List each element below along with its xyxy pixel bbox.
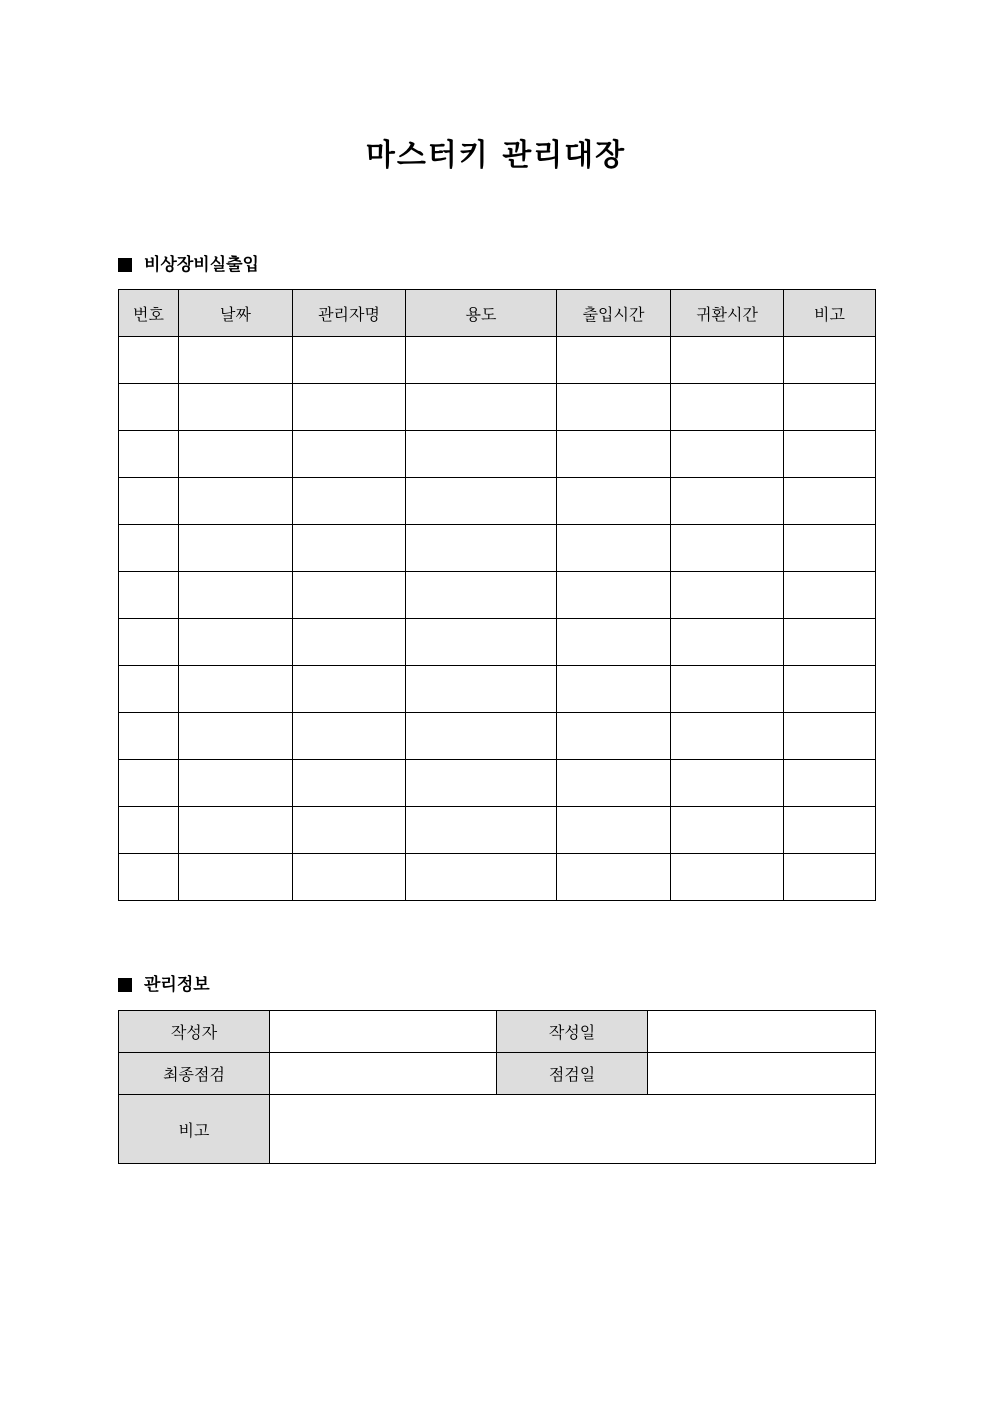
created-date-label: 작성일 xyxy=(497,1011,648,1053)
table-row xyxy=(119,760,876,807)
table-header-row xyxy=(119,290,876,337)
cell-return-time[interactable] xyxy=(671,854,784,901)
cell-remarks[interactable] xyxy=(784,525,876,572)
section-heading-log-label: 비상장비실출입 xyxy=(144,255,259,275)
cell-entry-time[interactable] xyxy=(557,478,671,525)
cell-number[interactable] xyxy=(119,666,179,713)
cell-date[interactable] xyxy=(179,713,293,760)
cell-purpose[interactable] xyxy=(406,572,557,619)
cell-date[interactable] xyxy=(179,572,293,619)
column-header-number: 번호 xyxy=(119,290,179,337)
cell-entry-time[interactable] xyxy=(557,666,671,713)
info-row-remarks xyxy=(119,1095,876,1164)
cell-purpose[interactable] xyxy=(406,478,557,525)
section-heading-log xyxy=(118,253,259,277)
page-title: 마스터키 관리대장 xyxy=(365,138,627,173)
final-inspection-field[interactable] xyxy=(270,1053,497,1095)
cell-number[interactable] xyxy=(119,807,179,854)
table-row xyxy=(119,666,876,713)
cell-remarks[interactable] xyxy=(784,666,876,713)
cell-number[interactable] xyxy=(119,525,179,572)
cell-date[interactable] xyxy=(179,337,293,384)
cell-date[interactable] xyxy=(179,666,293,713)
cell-manager[interactable] xyxy=(293,760,406,807)
cell-date[interactable] xyxy=(179,619,293,666)
cell-remarks[interactable] xyxy=(784,431,876,478)
cell-entry-time[interactable] xyxy=(557,854,671,901)
cell-return-time[interactable] xyxy=(671,807,784,854)
cell-remarks[interactable] xyxy=(784,713,876,760)
column-header-date: 날짜 xyxy=(179,290,293,337)
cell-manager[interactable] xyxy=(293,854,406,901)
access-log-body xyxy=(119,337,876,901)
cell-entry-time[interactable] xyxy=(557,337,671,384)
column-header-manager: 관리자명 xyxy=(293,290,406,337)
cell-purpose[interactable] xyxy=(406,337,557,384)
cell-entry-time[interactable] xyxy=(557,619,671,666)
cell-return-time[interactable] xyxy=(671,431,784,478)
cell-date[interactable] xyxy=(179,854,293,901)
cell-entry-time[interactable] xyxy=(557,807,671,854)
cell-date[interactable] xyxy=(179,478,293,525)
table-row xyxy=(119,619,876,666)
table-row xyxy=(119,807,876,854)
cell-remarks[interactable] xyxy=(784,478,876,525)
info-row-author xyxy=(119,1011,876,1053)
cell-manager[interactable] xyxy=(293,713,406,760)
cell-manager[interactable] xyxy=(293,525,406,572)
section-heading-info-label: 관리정보 xyxy=(144,975,210,995)
cell-return-time[interactable] xyxy=(671,760,784,807)
square-bullet-icon xyxy=(118,258,132,272)
cell-entry-time[interactable] xyxy=(557,525,671,572)
cell-purpose[interactable] xyxy=(406,760,557,807)
table-row xyxy=(119,431,876,478)
cell-purpose[interactable] xyxy=(406,854,557,901)
cell-date[interactable] xyxy=(179,760,293,807)
cell-number[interactable] xyxy=(119,337,179,384)
cell-manager[interactable] xyxy=(293,337,406,384)
cell-purpose[interactable] xyxy=(406,807,557,854)
column-header-return-time: 귀환시간 xyxy=(671,290,784,337)
cell-manager[interactable] xyxy=(293,807,406,854)
table-row xyxy=(119,478,876,525)
cell-return-time[interactable] xyxy=(671,478,784,525)
square-bullet-icon xyxy=(118,978,132,992)
cell-manager[interactable] xyxy=(293,619,406,666)
cell-manager[interactable] xyxy=(293,478,406,525)
cell-entry-time[interactable] xyxy=(557,431,671,478)
cell-return-time[interactable] xyxy=(671,572,784,619)
cell-number[interactable] xyxy=(119,619,179,666)
cell-return-time[interactable] xyxy=(671,619,784,666)
management-info-table xyxy=(118,1010,876,1164)
cell-number[interactable] xyxy=(119,384,179,431)
cell-number[interactable] xyxy=(119,713,179,760)
cell-number[interactable] xyxy=(119,572,179,619)
cell-entry-time[interactable] xyxy=(557,384,671,431)
cell-return-time[interactable] xyxy=(671,384,784,431)
cell-purpose[interactable] xyxy=(406,431,557,478)
author-label: 작성자 xyxy=(119,1011,270,1053)
info-row-inspection xyxy=(119,1053,876,1095)
table-row xyxy=(119,572,876,619)
cell-purpose[interactable] xyxy=(406,525,557,572)
cell-remarks[interactable] xyxy=(784,619,876,666)
cell-date[interactable] xyxy=(179,525,293,572)
inspection-date-label: 점검일 xyxy=(497,1053,648,1095)
cell-date[interactable] xyxy=(179,807,293,854)
cell-return-time[interactable] xyxy=(671,666,784,713)
cell-purpose[interactable] xyxy=(406,384,557,431)
author-field[interactable] xyxy=(270,1011,497,1053)
cell-remarks[interactable] xyxy=(784,854,876,901)
column-header-entry-time: 출입시간 xyxy=(557,290,671,337)
cell-manager[interactable] xyxy=(293,384,406,431)
cell-remarks[interactable] xyxy=(784,337,876,384)
table-row xyxy=(119,525,876,572)
cell-return-time[interactable] xyxy=(671,713,784,760)
cell-remarks[interactable] xyxy=(784,384,876,431)
final-inspection-label: 최종점검 xyxy=(119,1053,270,1095)
access-log-table xyxy=(118,289,876,901)
cell-entry-time[interactable] xyxy=(557,713,671,760)
cell-manager[interactable] xyxy=(293,572,406,619)
section-heading-info xyxy=(118,973,210,997)
cell-number[interactable] xyxy=(119,431,179,478)
cell-manager[interactable] xyxy=(293,666,406,713)
table-row xyxy=(119,854,876,901)
cell-number[interactable] xyxy=(119,760,179,807)
cell-entry-time[interactable] xyxy=(557,572,671,619)
column-header-purpose: 용도 xyxy=(406,290,557,337)
cell-return-time[interactable] xyxy=(671,337,784,384)
cell-number[interactable] xyxy=(119,478,179,525)
column-header-remarks: 비고 xyxy=(784,290,876,337)
cell-entry-time[interactable] xyxy=(557,760,671,807)
table-row xyxy=(119,337,876,384)
table-row xyxy=(119,713,876,760)
created-date-field[interactable] xyxy=(648,1011,876,1053)
cell-purpose[interactable] xyxy=(406,619,557,666)
cell-remarks[interactable] xyxy=(784,807,876,854)
cell-manager[interactable] xyxy=(293,431,406,478)
inspection-date-field[interactable] xyxy=(648,1053,876,1095)
cell-purpose[interactable] xyxy=(406,713,557,760)
cell-purpose[interactable] xyxy=(406,666,557,713)
cell-remarks[interactable] xyxy=(784,572,876,619)
cell-remarks[interactable] xyxy=(784,760,876,807)
cell-date[interactable] xyxy=(179,431,293,478)
cell-number[interactable] xyxy=(119,854,179,901)
remarks-label: 비고 xyxy=(119,1095,270,1164)
remarks-field[interactable] xyxy=(270,1095,876,1164)
cell-date[interactable] xyxy=(179,384,293,431)
cell-return-time[interactable] xyxy=(671,525,784,572)
table-row xyxy=(119,384,876,431)
